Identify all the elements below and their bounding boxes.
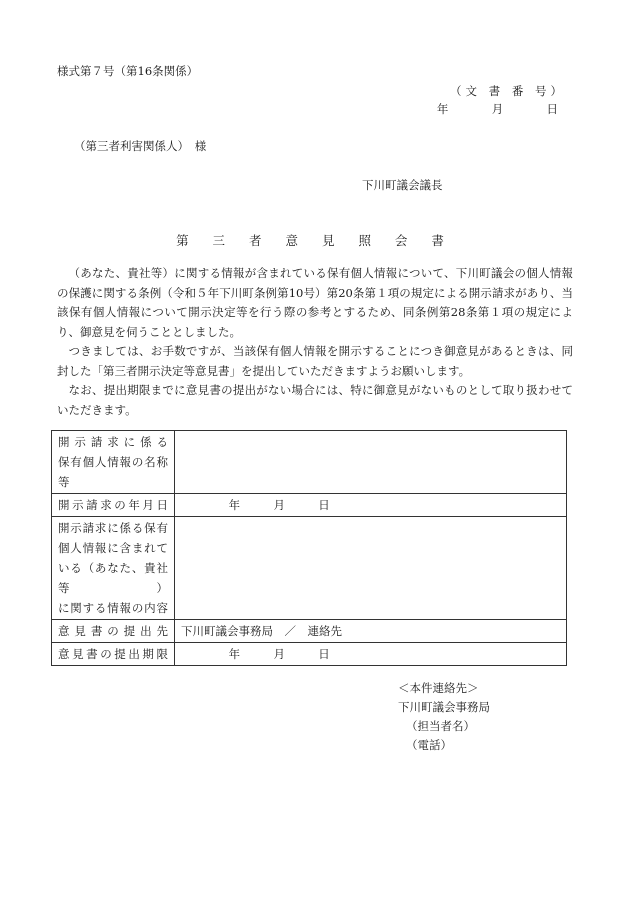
table-row bbox=[52, 494, 567, 517]
recipient: （第三者利害関係人） 様 bbox=[74, 139, 207, 153]
contact-phone: （電話） bbox=[406, 738, 452, 752]
row-label-request-date: 開示請求の年月日 bbox=[52, 494, 175, 517]
label-line: に関する情報の内容 bbox=[58, 601, 168, 615]
row-label-deadline: 意見書の提出期限 bbox=[52, 643, 175, 666]
contact-block bbox=[398, 679, 490, 755]
issue-date bbox=[437, 101, 558, 117]
info-table bbox=[51, 430, 567, 666]
table-row bbox=[52, 431, 567, 494]
issue-date-year: 年 bbox=[436, 102, 449, 116]
issue-date-month: 月 bbox=[491, 102, 504, 116]
form-number: 様式第７号（第16条関係） bbox=[57, 64, 199, 78]
submit-to-value: 下川町議会事務局 ／ 連絡先 bbox=[175, 620, 567, 643]
sender: 下川町議会議長 bbox=[362, 178, 443, 192]
deadline-year: 年 bbox=[228, 647, 241, 661]
body-paragraph-1: （あなた、貴社等）に関する情報が含まれている保有個人情報について、下川町議会の個人情報の保護に関する条例（令和５年下川町条例第10号）第20条第１項の規定による開示請求があり、当該保有個人情報について開示決定等を行う際の参考とするため、同条例第28条第１項の規定により、御意見を伺うこととしました。 bbox=[57, 266, 573, 339]
deadline-day: 日 bbox=[318, 647, 330, 661]
contact-heading: ＜本件連絡先＞ bbox=[398, 681, 479, 695]
body-text bbox=[57, 264, 573, 420]
label-line: 開示請求に係る bbox=[58, 435, 168, 449]
label-line: 開示請求に係る保有 bbox=[58, 521, 168, 535]
requested-info-value[interactable] bbox=[175, 431, 567, 494]
contact-office: 下川町議会事務局 bbox=[398, 700, 490, 714]
row-label-info-content bbox=[52, 517, 175, 620]
contact-person: （担当者名） bbox=[406, 719, 475, 733]
row-label-requested-info bbox=[52, 431, 175, 494]
label-line: いる（あなた、貴社等） bbox=[58, 561, 168, 595]
table-row bbox=[52, 620, 567, 643]
deadline-value[interactable] bbox=[175, 643, 567, 666]
issue-date-day: 日 bbox=[546, 102, 558, 116]
document-title: 第 三 者 意 見 照 会 書 bbox=[176, 233, 454, 248]
row-label-submit-to: 意見書の提出先 bbox=[52, 620, 175, 643]
body-paragraph-3: なお、提出期限までに意見書の提出がない場合には、特に御意見がないものとして取り扱わせていただきます。 bbox=[57, 383, 573, 417]
request-date-day: 日 bbox=[318, 498, 330, 512]
request-date-value[interactable] bbox=[175, 494, 567, 517]
document-number: （文 書 番 号） bbox=[450, 84, 566, 98]
request-date-year: 年 bbox=[228, 498, 241, 512]
info-content-value[interactable] bbox=[175, 517, 567, 620]
table-row bbox=[52, 517, 567, 620]
request-date-month: 月 bbox=[273, 498, 285, 512]
label-line: 個人情報に含まれて bbox=[58, 541, 168, 555]
table-row bbox=[52, 643, 567, 666]
deadline-month: 月 bbox=[273, 647, 285, 661]
label-line: 保有個人情報の名称等 bbox=[58, 455, 168, 489]
body-paragraph-2: つきましては、お手数ですが、当該保有個人情報を開示することにつき御意見があるときは、同封した「第三者開示決定等意見書」を提出していただきますようお願いします。 bbox=[57, 344, 573, 378]
